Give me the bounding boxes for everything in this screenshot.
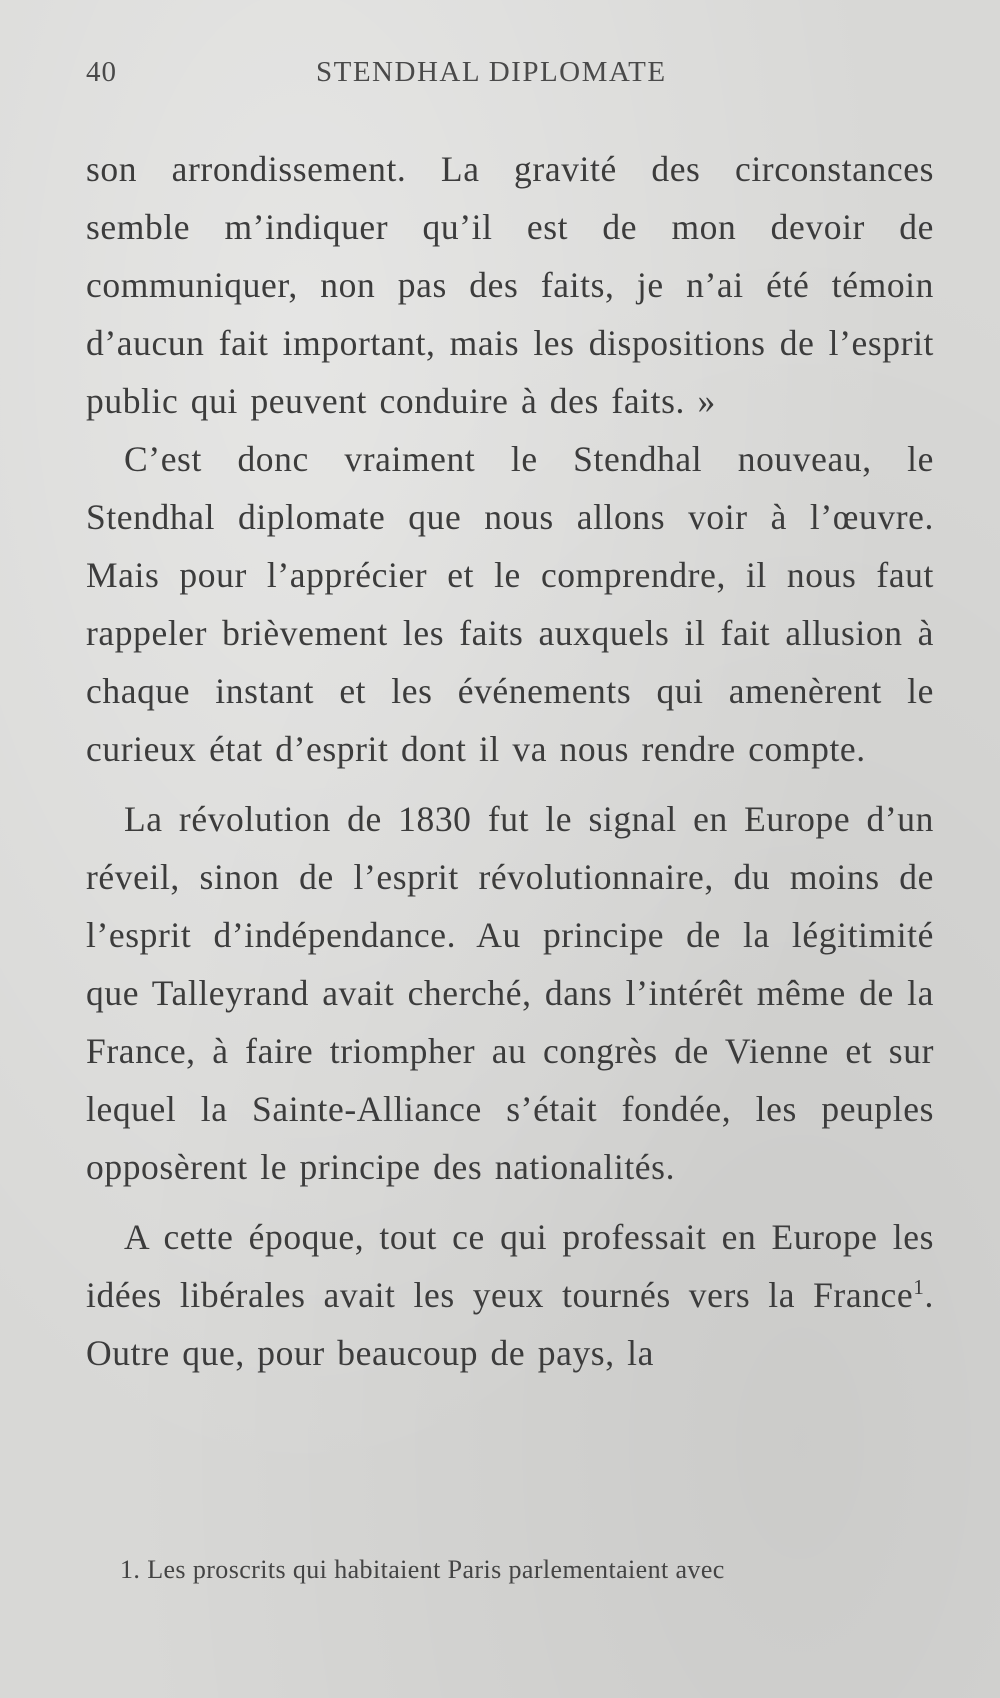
paragraph-text: A cette époque, tout ce qui professait en Europe les idées libérales avait les yeux tournés vers la France bbox=[86, 1217, 934, 1315]
paragraph-text: . Outre que, pour beaucoup de pays, la bbox=[86, 1275, 934, 1373]
footnote-reference[interactable]: 1 bbox=[913, 1275, 925, 1300]
running-head bbox=[86, 56, 916, 96]
footnote: 1. Les proscrits qui habitaient Paris parlementaient avec bbox=[120, 1555, 725, 1584]
paragraph-with-note bbox=[86, 1208, 934, 1382]
paragraph-continued: son arrondissement. La gravité des circonstances semble m’indiquer qu’il est de mon devoir de communiquer, non pas des faits, je n’ai été témoin d’aucun fait important, mais les dispositions de l’esprit public qui peuvent conduire à des faits. » bbox=[86, 149, 934, 421]
page-number: 40 bbox=[86, 56, 117, 88]
running-title: STENDHAL DIPLOMATE bbox=[316, 56, 667, 88]
paragraph: La révolution de 1830 fut le signal en Europe d’un réveil, sinon de l’esprit révolutionnaire, du moins de l’esprit d’indépendance. Au principe de la légitimité que Talleyrand avait cherché, dans l’intérêt même de la France, à faire triompher au congrès de Vienne et sur lequel la Sainte-Alliance s’était fondée, les peuples opposèrent le principe des nationalités. bbox=[86, 799, 934, 1187]
body-text bbox=[86, 140, 934, 1382]
paragraph: C’est donc vraiment le Stendhal nouveau, le Stendhal diplomate que nous allons voir à l’œuvre. Mais pour l’apprécier et le comprendre, il nous faut rappeler brièvement les faits auxquels il fait allusion à chaque instant et les événements qui amenèrent le curieux état d’esprit dont il va nous rendre compte. bbox=[86, 439, 934, 769]
